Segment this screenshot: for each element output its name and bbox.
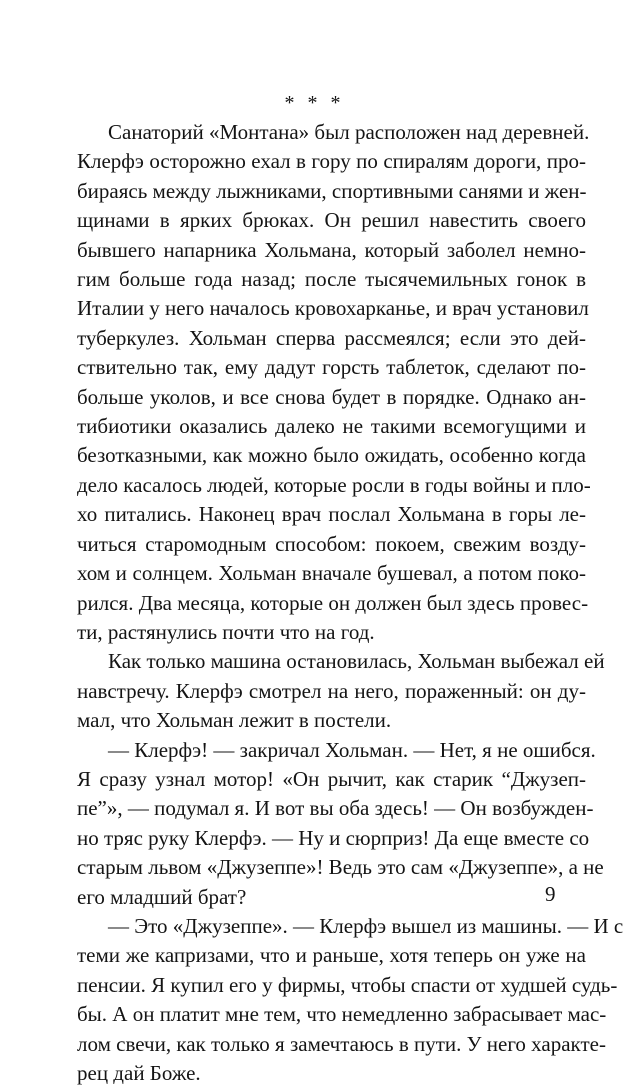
text-line: туберкулез. Хольман сперва рассмеялся; если это дей-	[77, 325, 586, 350]
text-line: бывшего напарника Хольмана, который заболел немно-	[77, 237, 586, 262]
text-line: щинами в ярких брюках. Он решил навестить своего	[77, 208, 586, 233]
text-line: ствительно так, ему дадут горсть таблеток, сделают по-	[77, 355, 586, 380]
text-line: ти, растянулись почти что на год.	[77, 619, 375, 644]
text-line: пе”», — подумал я. И вот вы оба здесь! — Он возбужден-	[77, 796, 594, 821]
text-line: теми же капризами, что и раньше, хотя теперь он уже на	[77, 943, 586, 968]
text-line: Я сразу узнал мотор! «Он рычит, как старик “Джузеп-	[77, 766, 586, 791]
text-line: бы. А он платит мне тем, что немедленно забрасывает мас-	[77, 1002, 607, 1027]
section-separator: * * *	[284, 92, 345, 114]
text-line: — Клерфэ! — закричал Хольман. — Нет, я не ошибся.	[108, 737, 596, 762]
text-line: хо питались. Наконец врач послал Хольмана в горы ле-	[77, 502, 586, 527]
text-line: мал, что Хольман лежит в постели.	[77, 708, 392, 733]
text-line: тибиотики оказались далеко не такими всемогущими и	[77, 414, 586, 439]
text-line: дело касалось людей, которые росли в годы войны и пло-	[77, 472, 591, 497]
text-line: бираясь между лыжниками, спортивными санями и жен-	[77, 178, 587, 203]
text-line: старым львом «Джузеппе»! Ведь это сам «Джузеппе», а не	[77, 855, 604, 880]
text-line: Как только машина остановилась, Хольман выбежал ей	[108, 649, 605, 674]
text-line: Клерфэ осторожно ехал в гору по спиралям дороги, про-	[77, 149, 586, 174]
page-number: 9	[545, 882, 556, 906]
body-text	[77, 118, 624, 1088]
text-line: но тряс руку Клерфэ. — Ну и сюрприз! Да еще вместе со	[77, 825, 590, 850]
text-line: гим больше года назад; после тысячемильных гонок в	[77, 267, 586, 292]
text-line: хом и солнцем. Хольман вначале бушевал, а потом поко-	[77, 561, 586, 586]
text-line: — Это «Джузеппе». — Клерфэ вышел из машины. — И с	[108, 913, 624, 938]
text-line: Санаторий «Монтана» был расположен над деревней.	[108, 120, 590, 144]
text-line: Италии у него началось кровохарканье, и врач установил	[77, 296, 589, 321]
text-line: рец дай Боже.	[77, 1061, 201, 1085]
text-line: пенсии. Я купил его у фирмы, чтобы спасти от худшей судь-	[77, 972, 618, 997]
text-line: рился. Два месяца, которые он должен был здесь провес-	[77, 590, 589, 615]
text-line: лом свечи, как только я замечтаюсь в пути. У него характе-	[77, 1031, 606, 1056]
text-line: читься старомодным способом: покоем, свежим возду-	[77, 531, 586, 556]
text-line: больше уколов, и все снова будет в порядке. Однако ан-	[77, 384, 586, 409]
text-line: навстречу. Клерфэ смотрел на него, пораженный: он ду-	[77, 678, 586, 703]
text-line: его младший брат?	[77, 884, 247, 909]
text-line: безотказными, как можно было ожидать, особенно когда	[77, 443, 586, 468]
